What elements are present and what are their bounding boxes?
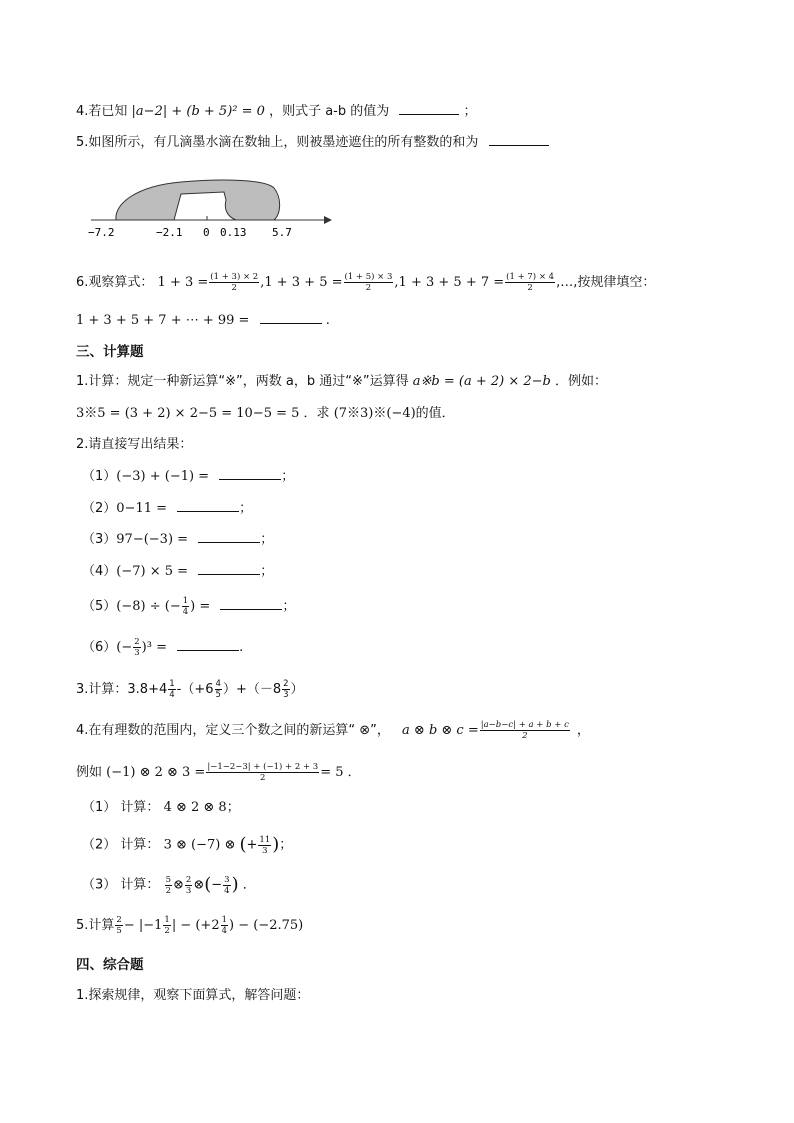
question-4 xyxy=(76,101,477,123)
answer-blank[interactable] xyxy=(219,467,281,480)
answer-blank[interactable] xyxy=(198,562,260,575)
q5-text: 5.如图所示，有几滴墨水滴在数轴上，则被墨迹遮住的所有整数的和为 xyxy=(76,135,479,150)
answer-blank[interactable] xyxy=(177,499,239,512)
question-6 xyxy=(76,272,655,294)
label-0-13: 0.13 xyxy=(220,226,247,239)
q6-prefix: 6.观察算式： xyxy=(76,275,154,290)
answer-blank[interactable] xyxy=(198,530,260,543)
calc-4-example: 例如 (−1) ⊗ 2 ⊗ 3 = $\frac{|-1-2-3| + (-1) + 2 + 3}{2}$ = 5 ． xyxy=(76,762,361,783)
question-5 xyxy=(76,132,549,154)
label-neg-7-2: −7.2 xyxy=(88,226,115,239)
section-4-heading: 四、综合题 xyxy=(76,957,144,973)
q6-fraction-3: $\frac{(1 + 7) \times 4}{2}$ xyxy=(506,272,555,293)
calc-3: 3.计算：3.8+4 $\frac{1}{4}$ -（+6 $\frac{4}{5}$ ）+（－8 $\frac{2}{3}$ ） xyxy=(76,679,304,700)
q6-term-2: ,1 + 3 + 5 = xyxy=(260,275,343,290)
calc-4: 4.在有理数的范围内，定义三个数之间的新运算“ ⊗”， a ⊗ b ⊗ c = $\frac{|a-b-c| + a + b + c}{2}$ ， xyxy=(76,720,590,741)
ink-blot xyxy=(116,180,280,220)
calc-2-item-2: （2）0−11 = ； xyxy=(82,501,253,516)
label-zero: 0 xyxy=(203,226,210,239)
calc-2-item-4: （4）(−7) × 5 = ； xyxy=(82,564,274,579)
calc-2-item-5: （5）(−8) ÷ (− $\frac{1}{4}$ ) = ； xyxy=(82,596,296,617)
label-5-7: 5.7 xyxy=(272,226,292,239)
q4-suffix: ，则式子 a-b 的值为 xyxy=(269,104,390,119)
calc-2-item-3: （3）97−(−3) = ； xyxy=(82,532,274,547)
calc-4-part-1: （1） 计算： 4 ⊗ 2 ⊗ 8； xyxy=(82,800,240,815)
calc-2-item-6: （6）(− $\frac{2}{3}$ )³ = . xyxy=(82,637,244,658)
q6-fraction-1: $\frac{(1 + 3) \times 2}{2}$ xyxy=(210,272,259,293)
calc-5: 5.计算 $\frac{2}{5}$ − |−1 $\frac{1}{2}$ | − (+2 $\frac{1}{4}$ ) − (−2.75) xyxy=(76,915,304,936)
q6-term-3: ,1 + 3 + 5 + 7 = xyxy=(394,275,505,290)
calc-1: 1.计算：规定一种新运算“※”，两数 a，b 通过“※”运算得 a※b = (a + 2) × 2−b ．例如： xyxy=(76,374,608,389)
axis-arrow xyxy=(324,216,332,224)
q4-expression: |a−2| + (b + 5)² = 0 xyxy=(131,104,265,119)
c1-definition: a※b = (a + 2) × 2−b xyxy=(412,374,551,389)
q6-suffix: ,…,按规律填空： xyxy=(556,275,656,290)
c4-example-fraction: $\frac{|-1-2-3| + (-1) + 2 + 3}{2}$ xyxy=(207,762,319,783)
answer-blank[interactable] xyxy=(399,102,459,115)
question-6-line-2: 1 + 3 + 5 + 7 + ⋯ + 99 = . xyxy=(76,313,330,328)
q6-term-1: 1 + 3 = xyxy=(157,275,209,290)
answer-blank[interactable] xyxy=(260,311,322,324)
answer-blank[interactable] xyxy=(177,638,239,651)
section-4-question-1: 1.探索规律，观察下面算式，解答问题： xyxy=(76,988,310,1003)
calc-4-part-2: （2） 计算： 3 ⊗ (−7) ⊗ (+ $\frac{11}{3}$ )； xyxy=(82,834,293,856)
q6-fraction-2: $\frac{(1 + 5) \times 3}{2}$ xyxy=(344,272,393,293)
q4-prefix: 4.若已知 xyxy=(76,104,128,119)
number-line-figure xyxy=(86,172,336,242)
q4-end: ； xyxy=(463,104,477,119)
calc-2-item-1: （1）(−3) + (−1) = ； xyxy=(82,469,295,484)
calc-1-line-2: 3※5 = (3 + 2) × 2−5 = 10−5 = 5 ．求 (7※3)※(−4)的值． xyxy=(76,406,455,421)
answer-blank[interactable] xyxy=(220,597,282,610)
calc-2-title: 2.请直接写出结果： xyxy=(76,437,193,452)
calc-4-part-3: （3） 计算： $\frac{5}{2}$ ⊗ $\frac{2}{3}$ ⊗(− $\frac{3}{4}$ ) ． xyxy=(82,874,256,896)
c4-definition-fraction: $\frac{|a-b-c| + a + b + c}{2}$ xyxy=(480,720,569,741)
section-3-heading: 三、计算题 xyxy=(76,344,144,360)
label-neg-2-1: −2.1 xyxy=(156,226,183,239)
answer-blank[interactable] xyxy=(489,133,549,146)
q6-sum-expression: 1 + 3 + 5 + 7 + ⋯ + 99 = xyxy=(76,313,250,328)
